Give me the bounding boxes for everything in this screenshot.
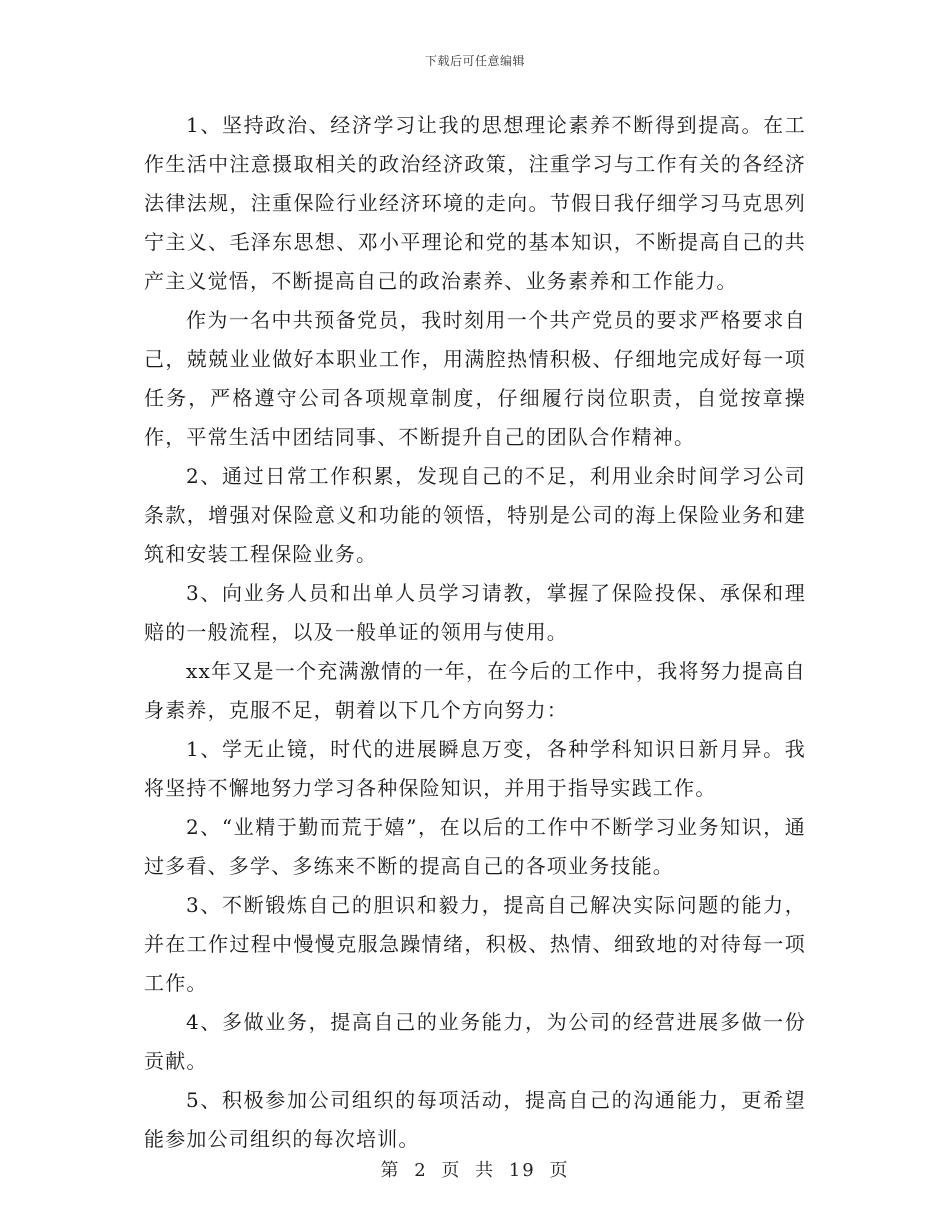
paragraph: 2、“业精于勤而荒于嬉”，在以后的工作中不断学习业务知识，通过多看、多学、多练来不断的提高自己的各项业务技能。 [144, 815, 806, 878]
paragraph: 作为一名中共预备党员，我时刻用一个共产党员的要求严格要求自己，兢兢业业做好本职业工作，用满腔热情积极、仔细地完成好每一项任务，严格遵守公司各项规章制度，仔细履行岗位职责，自觉按章操作，平常生活中团结同事、不断提升自己的团队合作精神。 [144, 308, 806, 449]
paragraph: 1、学无止镜，时代的进展瞬息万变，各种学科知识日新月异。我将坚持不懈地努力学习各种保险知识，并用于指导实践工作。 [144, 737, 806, 800]
paragraph: 1、坚持政治、经济学习让我的思想理论素养不断得到提高。在工作生活中注意摄取相关的政治经济政策，注重学习与工作有关的各经济法律法规，注重保险行业经济环境的走向。节假日我仔细学习马克思列宁主义、毛泽东思想、邓小平理论和党的基本知识，不断提高自己的共产主义觉悟，不断提高自己的政治素养、业务素养和工作能力。 [144, 113, 806, 293]
paragraph: 3、向业务人员和出单人员学习请教，掌握了保险投保、承保和理赔的一般流程，以及一般单证的领用与使用。 [144, 581, 806, 644]
paragraph: 4、多做业务，提高自己的业务能力，为公司的经营进展多做一份贡献。 [144, 1010, 806, 1073]
page-header: 下载后可任意编辑 [424, 54, 525, 68]
paragraph: 3、不断锻炼自己的胆识和毅力，提高自己解决实际问题的能力，并在工作过程中慢慢克服急躁情绪，积极、热情、细致地的对待每一项工作。 [144, 893, 806, 995]
paragraph: 5、积极参加公司组织的每项活动，提高自己的沟通能力，更希望能参加公司组织的每次培训。 [144, 1088, 806, 1151]
paragraph: xx年又是一个充满激情的一年，在今后的工作中，我将努力提高自身素养，克服不足，朝着以下几个方向努力： [144, 659, 806, 722]
page-number-footer: 第 2 页 共 19 页 [380, 1160, 570, 1181]
paragraph: 2、通过日常工作积累，发现自己的不足，利用业余时间学习公司条款，增强对保险意义和功能的领悟，特别是公司的海上保险业务和建筑和安装工程保险业务。 [144, 464, 806, 566]
document-body [144, 106, 806, 1159]
